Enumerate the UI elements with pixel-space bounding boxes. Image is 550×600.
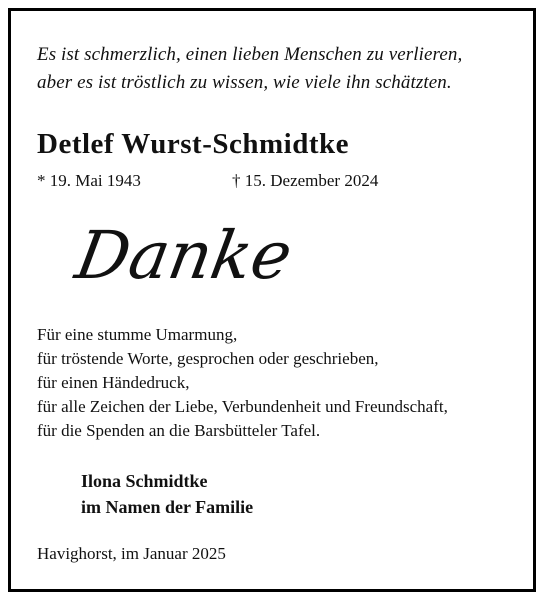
life-dates (37, 171, 379, 191)
thanks-text (37, 323, 448, 443)
danke-heading: Danke (70, 217, 298, 294)
thanks-line-2: für tröstende Worte, gesprochen oder geschrieben, (37, 349, 379, 368)
quote-line-1: Es ist schmerzlich, einen lieben Menschen zu verlieren, (37, 44, 463, 65)
deceased-name: Detlef Wurst-Schmidtke (37, 128, 349, 160)
birth-date: * 19. Mai 1943 (37, 171, 141, 190)
signature-family: im Namen der Familie (81, 497, 254, 517)
signature-name: Ilona Schmidtke (81, 471, 208, 491)
obituary-notice (8, 8, 536, 592)
place-and-date: Havighorst, im Januar 2025 (37, 544, 226, 563)
thanks-line-4: für alle Zeichen der Liebe, Verbundenheit und Freundschaft, (37, 397, 448, 416)
thanks-line-1: Für eine stumme Umarmung, (37, 325, 238, 344)
death-date: † 15. Dezember 2024 (232, 171, 379, 190)
memorial-quote (37, 41, 462, 97)
thanks-line-5: für die Spenden an die Barsbütteler Tafel. (37, 421, 321, 440)
thanks-line-3: für einen Händedruck, (37, 373, 190, 392)
quote-line-2: aber es ist tröstlich zu wissen, wie viele ihn schätzten. (37, 72, 452, 93)
signature (81, 468, 253, 520)
